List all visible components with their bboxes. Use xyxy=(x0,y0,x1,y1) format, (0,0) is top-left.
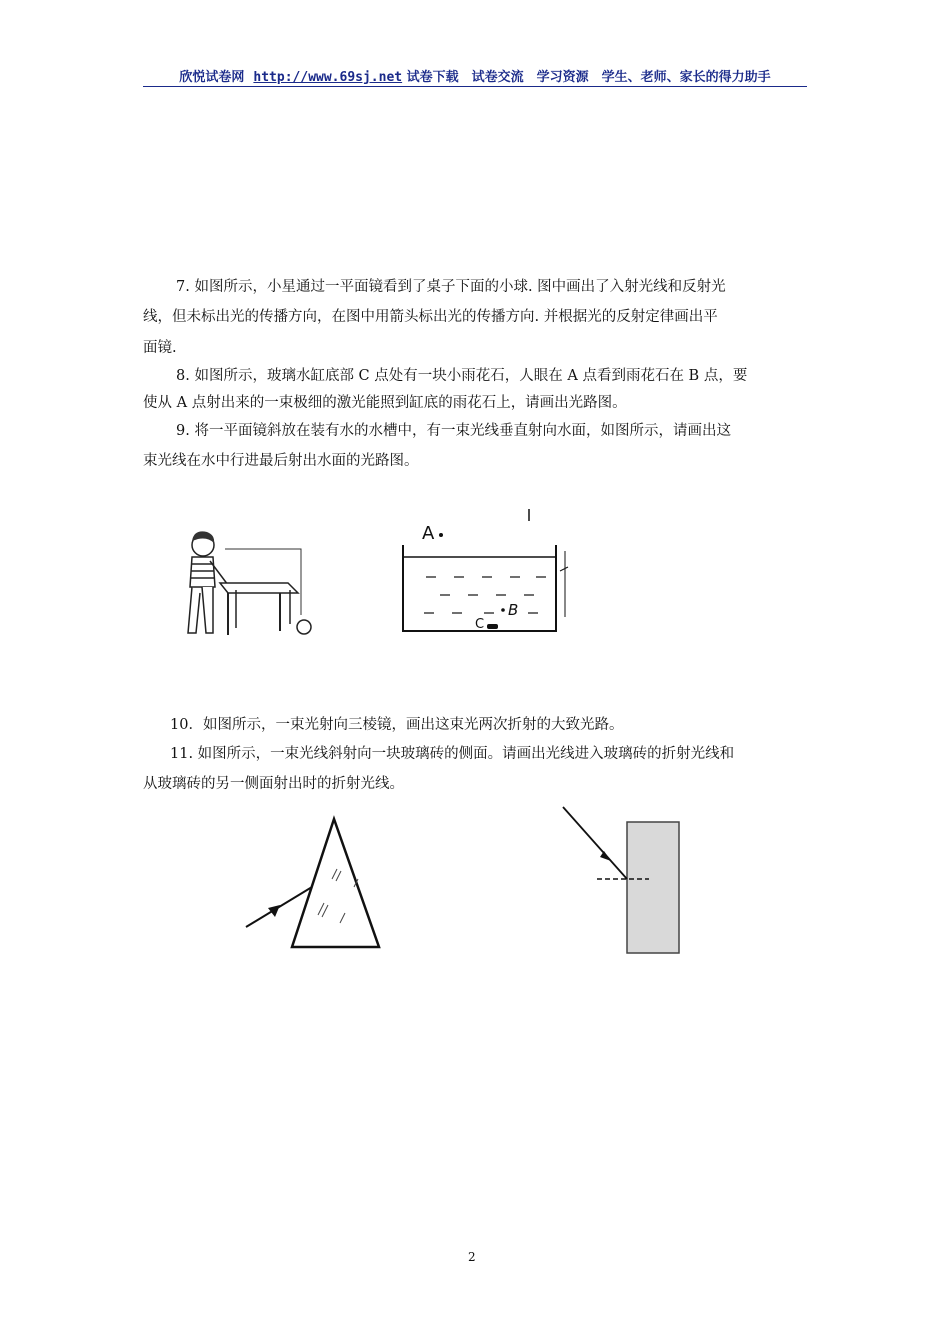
q7-line1: 7. 如图所示，小星通过一平面镜看到了桌子下面的小球. 图中画出了入射光线和反射光 xyxy=(176,279,726,295)
q8-line1: 8. 如图所示，玻璃水缸底部 C 点处有一块小雨花石，人眼在 A 点看到雨花石在 B 点，要 xyxy=(176,368,748,384)
boy-table-figure xyxy=(180,525,320,645)
q7-line3: 面镜. xyxy=(143,340,177,356)
site-url-link[interactable]: http://www.69sj.net xyxy=(253,70,403,85)
q7-line2: 线，但未标出光的传播方向，在图中用箭头标出光的传播方向. 并根据光的反射定律画出平 xyxy=(143,309,718,325)
header-links: 试卷下载 试卷交流 学习资源 学生、老师、家长的得力助手 xyxy=(406,70,771,85)
q9-line1: 9. 将一平面镜斜放在装有水的水槽中，有一束光线垂直射向水面，如图所示，请画出这 xyxy=(176,423,731,439)
label-b: B xyxy=(508,601,519,619)
water-tank-figure xyxy=(398,505,578,637)
label-c: C xyxy=(475,617,485,632)
q9-line2: 束光线在水中行进最后射出水面的光路图。 xyxy=(143,453,419,469)
q11-line2: 从玻璃砖的另一侧面射出时的折射光线。 xyxy=(143,776,404,792)
label-a: A xyxy=(422,523,435,544)
prism-figure xyxy=(240,805,390,955)
q11-line1: 11. 如图所示，一束光线斜射向一块玻璃砖的侧面。请画出光线进入玻璃砖的折射光线和 xyxy=(170,746,735,762)
page-number: 2 xyxy=(468,1250,476,1264)
glass-brick-figure xyxy=(555,805,695,960)
page-header xyxy=(143,66,807,87)
q8-line2: 使从 A 点射出来的一束极细的激光能照到缸底的雨花石上，请画出光路图。 xyxy=(143,395,627,411)
q10-line1: 10．如图所示，一束光射向三棱镜，画出这束光两次折射的大致光路。 xyxy=(170,717,624,733)
site-name: 欣悦试卷网 xyxy=(179,70,245,85)
